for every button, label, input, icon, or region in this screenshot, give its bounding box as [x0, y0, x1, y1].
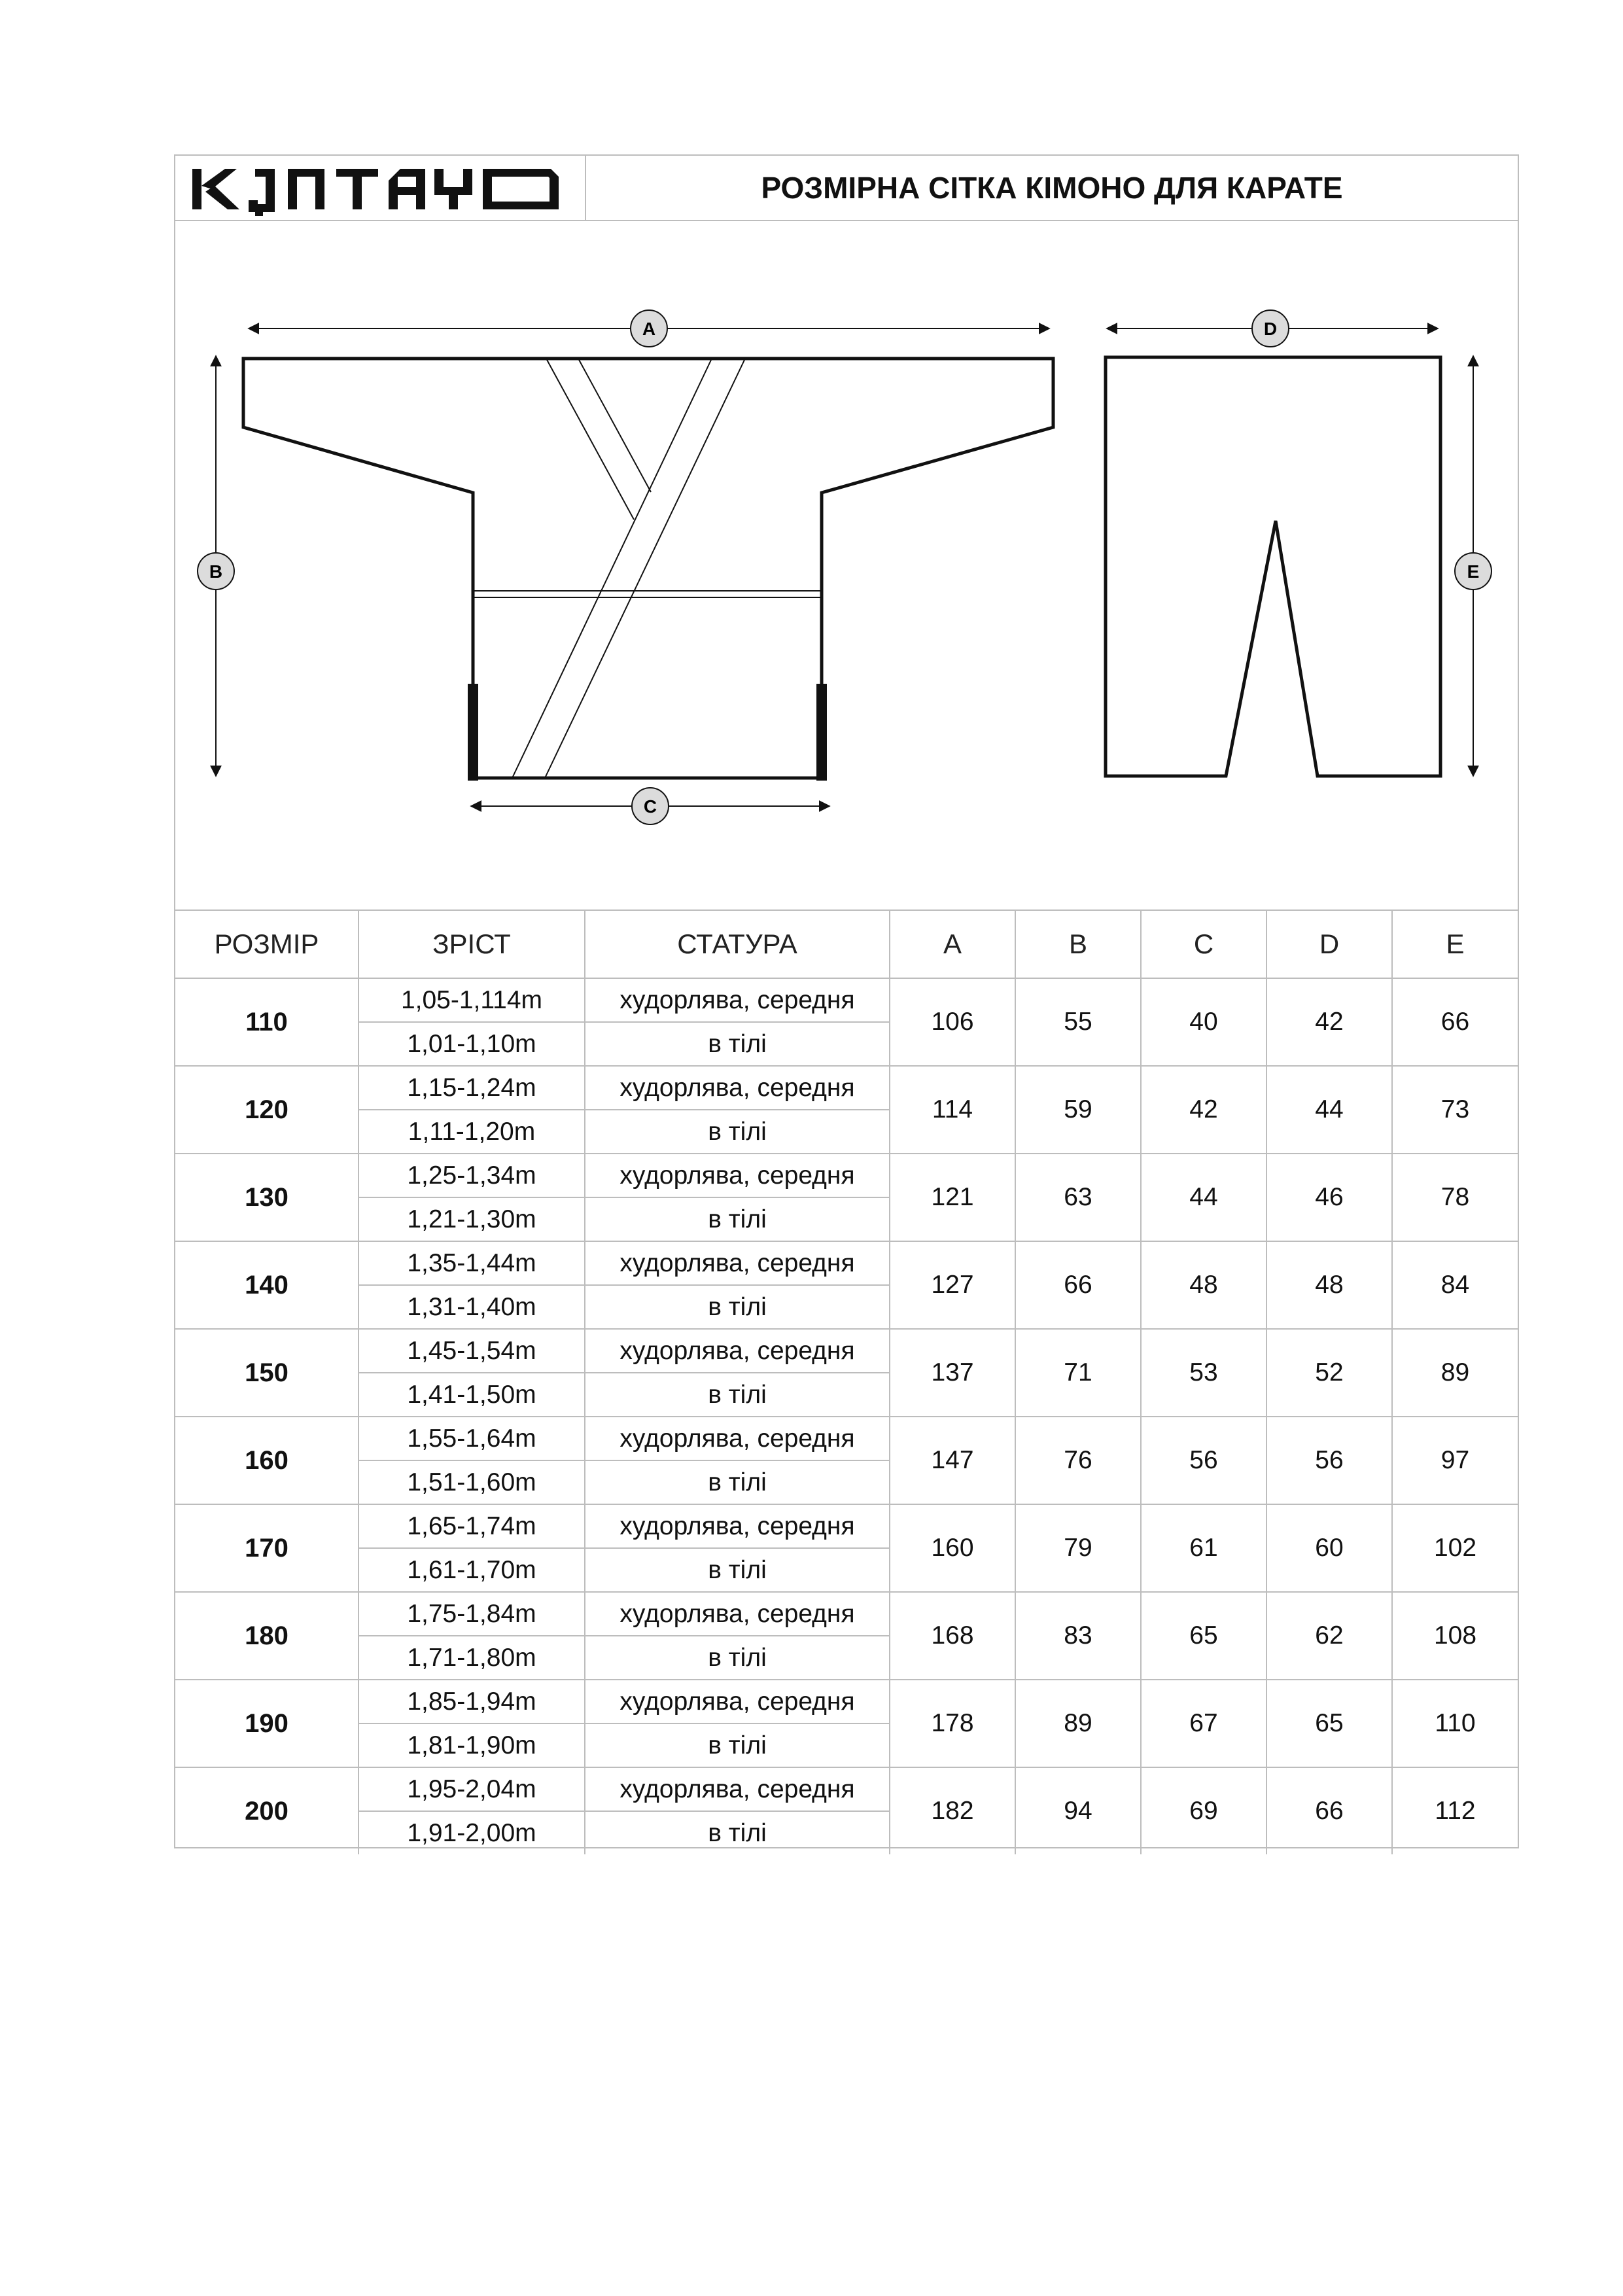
height-cell: 1,11-1,20m: [358, 1110, 585, 1154]
value-a-cell: 127: [890, 1241, 1015, 1329]
height-cell: 1,65-1,74m: [358, 1504, 585, 1548]
height-cell: 1,61-1,70m: [358, 1548, 585, 1592]
height-cell: 1,21-1,30m: [358, 1197, 585, 1241]
height-cell: 1,81-1,90m: [358, 1723, 585, 1767]
value-a-cell: 121: [890, 1154, 1015, 1241]
header-size: РОЗМІР: [175, 911, 358, 978]
value-d-cell: 46: [1266, 1154, 1392, 1241]
value-c-cell: 56: [1141, 1417, 1266, 1504]
header-c: C: [1141, 911, 1266, 978]
header: [175, 156, 1518, 221]
value-e-cell: 112: [1392, 1767, 1518, 1854]
table-row: [175, 1417, 1518, 1460]
value-c-cell: 48: [1141, 1241, 1266, 1329]
value-c-cell: 65: [1141, 1592, 1266, 1680]
size-cell: 150: [175, 1329, 358, 1417]
build-cell: в тілі: [585, 1373, 890, 1417]
build-cell: худорлява, середня: [585, 1154, 890, 1197]
jacket-outline: [243, 359, 1053, 779]
height-cell: 1,01-1,10m: [358, 1022, 585, 1066]
size-chart-sheet: [174, 154, 1519, 1848]
table-row: [175, 1329, 1518, 1373]
value-a-cell: 137: [890, 1329, 1015, 1417]
size-cell: 190: [175, 1680, 358, 1767]
height-cell: 1,85-1,94m: [358, 1680, 585, 1723]
build-cell: худорлява, середня: [585, 1504, 890, 1548]
value-c-cell: 67: [1141, 1680, 1266, 1767]
value-c-cell: 42: [1141, 1066, 1266, 1154]
value-e-cell: 108: [1392, 1592, 1518, 1680]
height-cell: 1,31-1,40m: [358, 1285, 585, 1329]
build-cell: в тілі: [585, 1285, 890, 1329]
value-b-cell: 94: [1015, 1767, 1141, 1854]
value-d-cell: 44: [1266, 1066, 1392, 1154]
value-a-cell: 160: [890, 1504, 1015, 1592]
build-cell: худорлява, середня: [585, 1241, 890, 1285]
value-e-cell: 97: [1392, 1417, 1518, 1504]
height-cell: 1,55-1,64m: [358, 1417, 585, 1460]
size-table: [175, 911, 1518, 1854]
value-b-cell: 89: [1015, 1680, 1141, 1767]
value-d-cell: 52: [1266, 1329, 1392, 1417]
size-cell: 110: [175, 978, 358, 1066]
table-header-row: [175, 911, 1518, 978]
build-cell: худорлява, середня: [585, 1329, 890, 1373]
value-a-cell: 182: [890, 1767, 1015, 1854]
value-e-cell: 110: [1392, 1680, 1518, 1767]
dimension-b-badge: [198, 553, 234, 590]
table-row: [175, 1066, 1518, 1110]
header-e: E: [1392, 911, 1518, 978]
value-a-cell: 147: [890, 1417, 1015, 1504]
build-cell: худорлява, середня: [585, 1066, 890, 1110]
size-cell: 140: [175, 1241, 358, 1329]
dimension-e-label: E: [1467, 561, 1480, 582]
height-cell: 1,41-1,50m: [358, 1373, 585, 1417]
value-e-cell: 78: [1392, 1154, 1518, 1241]
table-body: [175, 978, 1518, 1854]
value-a-cell: 168: [890, 1592, 1015, 1680]
build-cell: в тілі: [585, 1811, 890, 1854]
value-e-cell: 102: [1392, 1504, 1518, 1592]
table-row: [175, 1592, 1518, 1636]
size-cell: 180: [175, 1592, 358, 1680]
value-e-cell: 66: [1392, 978, 1518, 1066]
build-cell: в тілі: [585, 1110, 890, 1154]
table-row: [175, 1680, 1518, 1723]
value-d-cell: 42: [1266, 978, 1392, 1066]
value-d-cell: 66: [1266, 1767, 1392, 1854]
value-b-cell: 83: [1015, 1592, 1141, 1680]
build-cell: в тілі: [585, 1723, 890, 1767]
dimension-c-label: C: [643, 796, 657, 817]
size-cell: 160: [175, 1417, 358, 1504]
value-b-cell: 66: [1015, 1241, 1141, 1329]
size-cell: 120: [175, 1066, 358, 1154]
value-d-cell: 62: [1266, 1592, 1392, 1680]
value-b-cell: 59: [1015, 1066, 1141, 1154]
value-d-cell: 65: [1266, 1680, 1392, 1767]
value-c-cell: 53: [1141, 1329, 1266, 1417]
table-row: [175, 978, 1518, 1022]
value-c-cell: 61: [1141, 1504, 1266, 1592]
build-cell: худорлява, середня: [585, 1767, 890, 1811]
height-cell: 1,45-1,54m: [358, 1329, 585, 1373]
height-cell: 1,35-1,44m: [358, 1241, 585, 1285]
dimension-c-badge: [632, 788, 669, 824]
build-cell: худорлява, середня: [585, 1417, 890, 1460]
build-cell: худорлява, середня: [585, 1592, 890, 1636]
header-height: ЗРІСТ: [358, 911, 585, 978]
value-e-cell: 89: [1392, 1329, 1518, 1417]
height-cell: 1,71-1,80m: [358, 1636, 585, 1680]
value-c-cell: 69: [1141, 1767, 1266, 1854]
dimension-a-label: A: [642, 319, 656, 339]
value-a-cell: 106: [890, 978, 1015, 1066]
dimension-b-label: B: [209, 561, 223, 582]
height-cell: 1,25-1,34m: [358, 1154, 585, 1197]
pants-outline: [1106, 357, 1440, 776]
value-d-cell: 48: [1266, 1241, 1392, 1329]
value-b-cell: 79: [1015, 1504, 1141, 1592]
size-cell: 200: [175, 1767, 358, 1854]
build-cell: худорлява, середня: [585, 1680, 890, 1723]
value-b-cell: 55: [1015, 978, 1141, 1066]
table-row: [175, 1241, 1518, 1285]
value-a-cell: 114: [890, 1066, 1015, 1154]
build-cell: в тілі: [585, 1548, 890, 1592]
height-cell: 1,95-2,04m: [358, 1767, 585, 1811]
value-b-cell: 71: [1015, 1329, 1141, 1417]
page-title: РОЗМІРНА СІТКА КІМОНО ДЛЯ КАРАТЕ: [761, 171, 1343, 205]
value-c-cell: 40: [1141, 978, 1266, 1066]
logo-cell: [175, 156, 586, 220]
value-b-cell: 63: [1015, 1154, 1141, 1241]
build-cell: в тілі: [585, 1197, 890, 1241]
height-cell: 1,15-1,24m: [358, 1066, 585, 1110]
header-build: СТАТУРА: [585, 911, 890, 978]
height-cell: 1,91-2,00m: [358, 1811, 585, 1854]
value-b-cell: 76: [1015, 1417, 1141, 1504]
header-a: A: [890, 911, 1015, 978]
header-b: B: [1015, 911, 1141, 978]
kintayo-logo: [192, 162, 572, 216]
jacket-details: [473, 359, 822, 778]
height-cell: 1,75-1,84m: [358, 1592, 585, 1636]
value-c-cell: 44: [1141, 1154, 1266, 1241]
jacket-slit-left: [468, 684, 478, 781]
value-e-cell: 84: [1392, 1241, 1518, 1329]
size-cell: 130: [175, 1154, 358, 1241]
dimension-d-label: D: [1263, 319, 1278, 339]
height-cell: 1,51-1,60m: [358, 1460, 585, 1504]
dimension-a-badge: [631, 310, 667, 347]
value-d-cell: 56: [1266, 1417, 1392, 1504]
value-d-cell: 60: [1266, 1504, 1392, 1592]
table-row: [175, 1154, 1518, 1197]
value-e-cell: 73: [1392, 1066, 1518, 1154]
table-row: [175, 1767, 1518, 1811]
dimension-e-badge: [1455, 553, 1492, 590]
kimono-diagram: [175, 221, 1518, 911]
size-cell: 170: [175, 1504, 358, 1592]
height-cell: 1,05-1,114m: [358, 978, 585, 1022]
value-a-cell: 178: [890, 1680, 1015, 1767]
jacket-slit-right: [816, 684, 827, 781]
build-cell: худорлява, середня: [585, 978, 890, 1022]
build-cell: в тілі: [585, 1636, 890, 1680]
table-row: [175, 1504, 1518, 1548]
build-cell: в тілі: [585, 1460, 890, 1504]
build-cell: в тілі: [585, 1022, 890, 1066]
dimension-d-badge: [1252, 310, 1289, 347]
header-d: D: [1266, 911, 1392, 978]
